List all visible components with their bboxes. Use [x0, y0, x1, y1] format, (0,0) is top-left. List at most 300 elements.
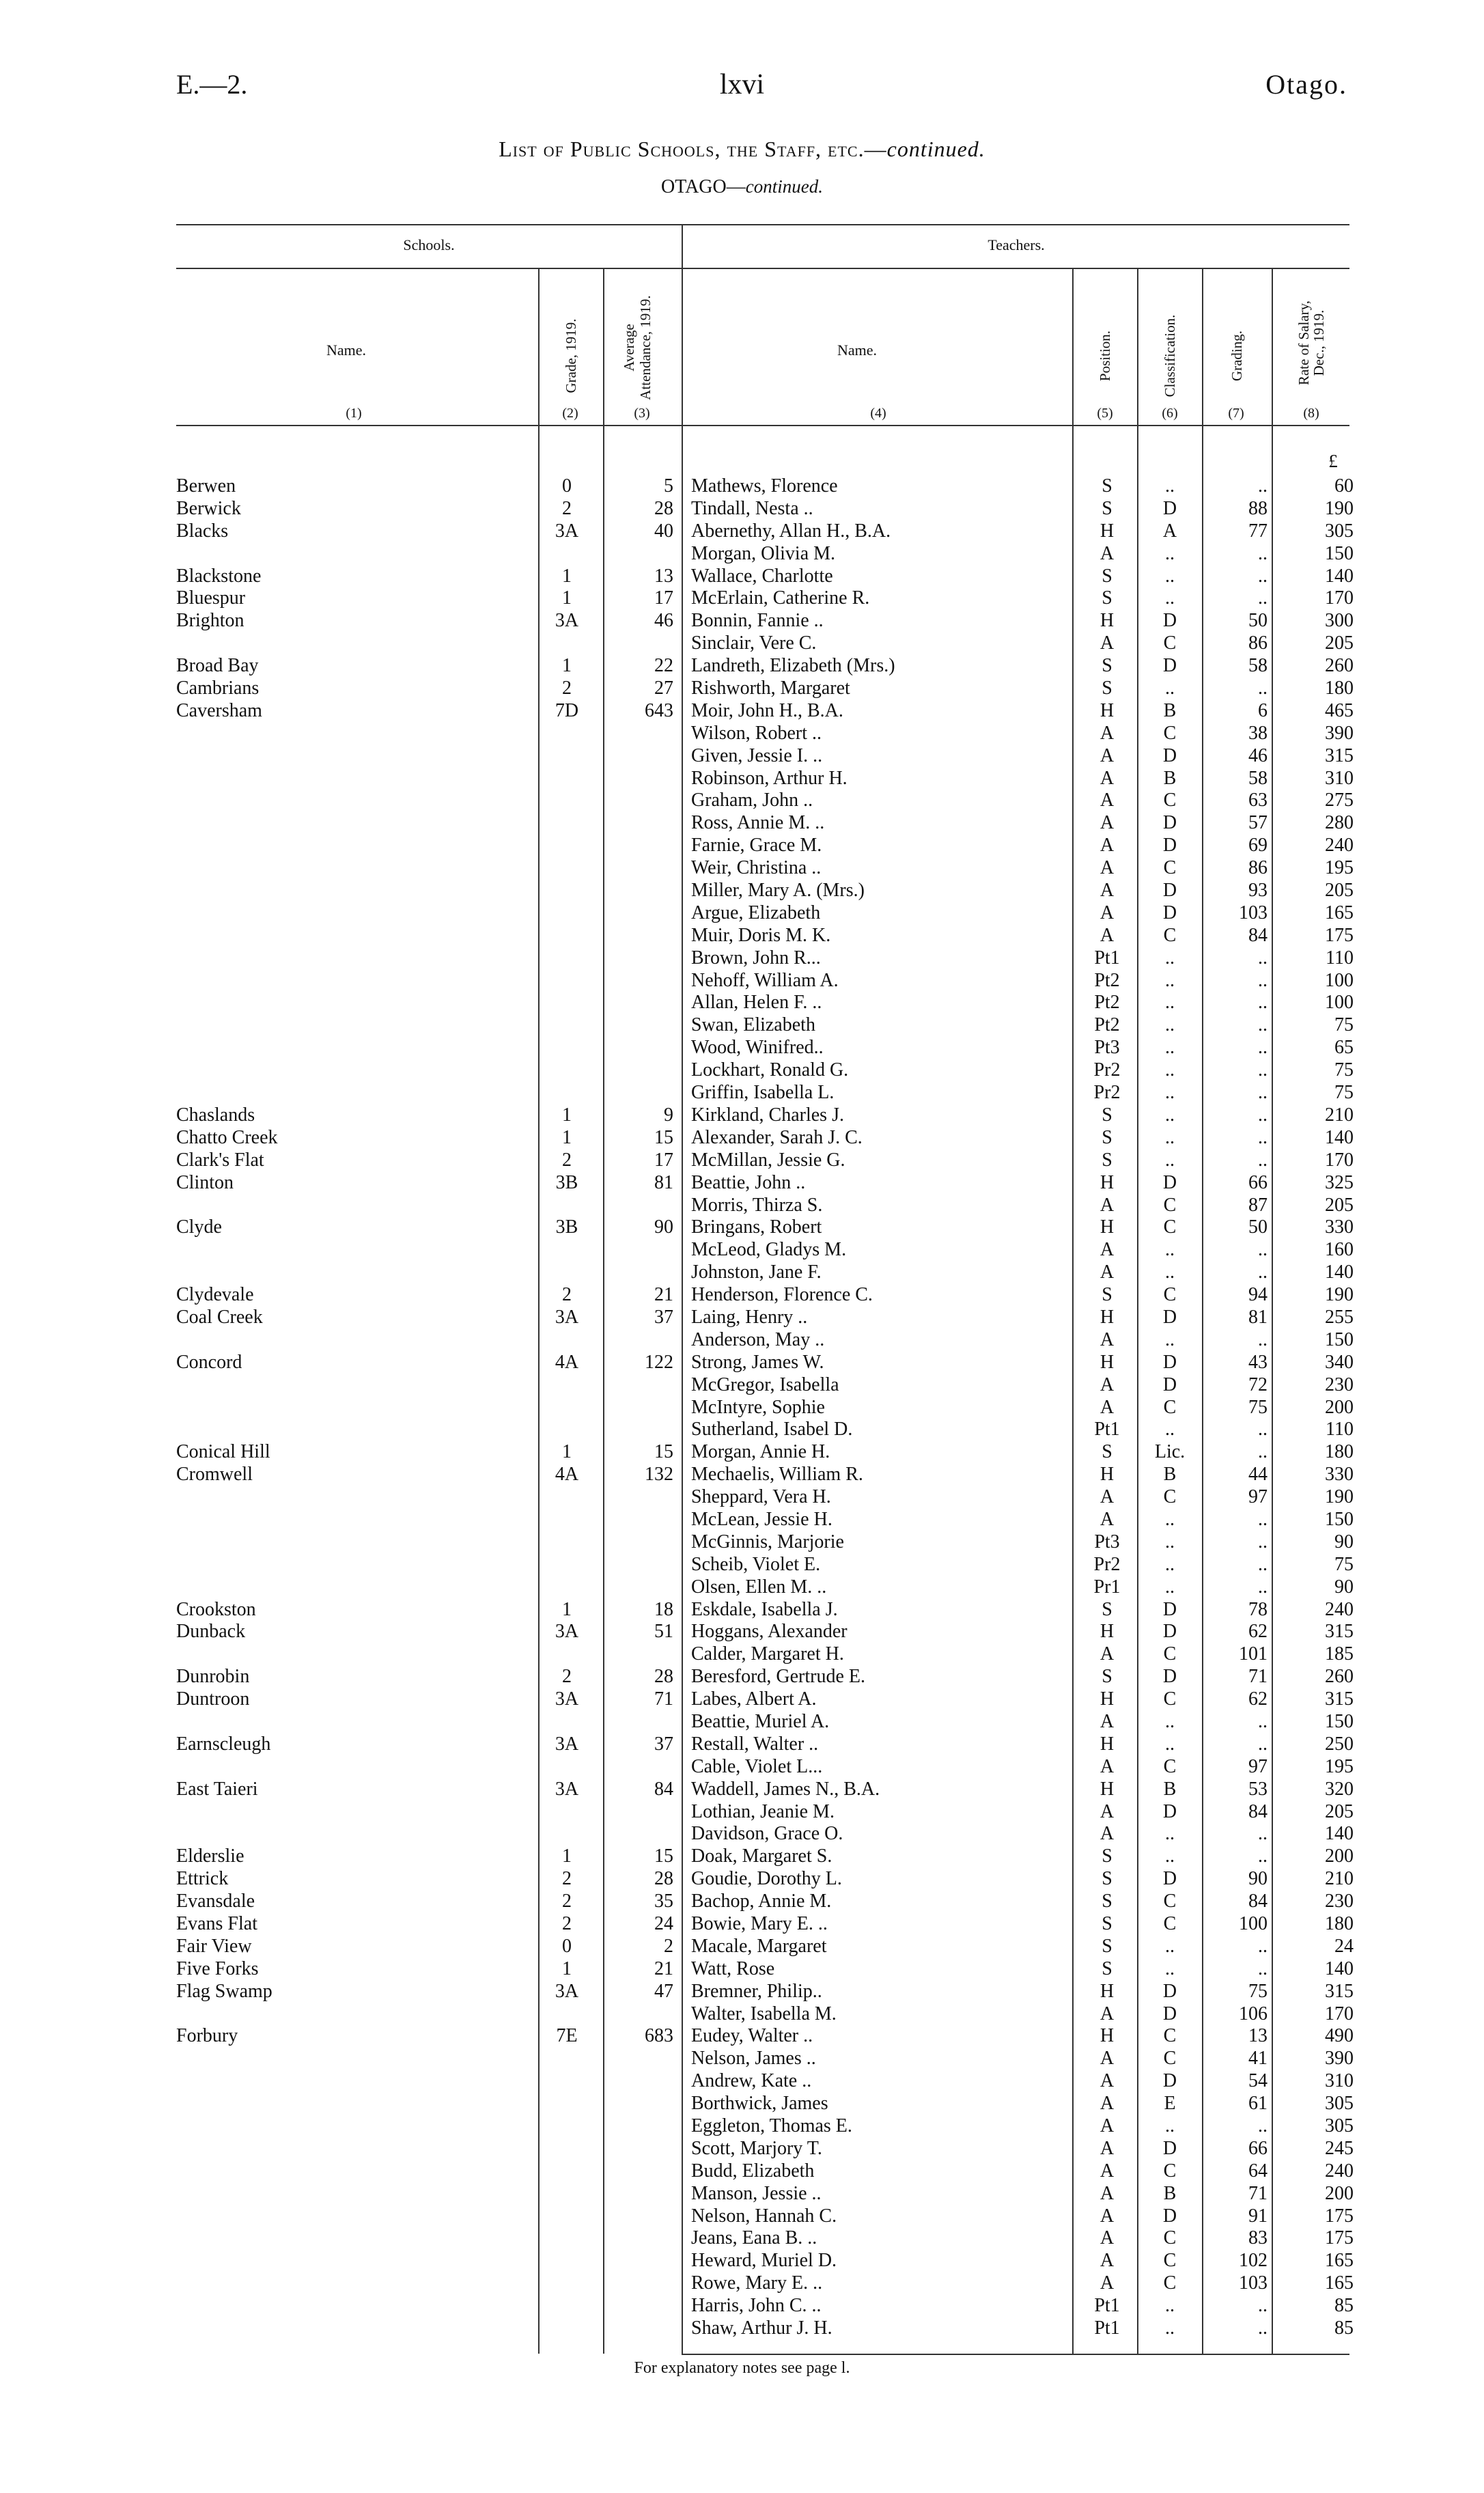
teacher-name: Wallace, Charlotte [691, 565, 833, 587]
school-name: Forbury [176, 2025, 238, 2047]
teacher-grading: 63 [1248, 790, 1268, 811]
teacher-classification: D [1162, 2003, 1177, 2024]
school-name: Conical Hill [176, 1441, 270, 1463]
teacher-classification: .. [1165, 565, 1175, 587]
table-row [0, 925, 1484, 947]
school-name: Chaslands [176, 1104, 255, 1126]
average-attendance: 122 [645, 1351, 673, 1373]
teacher-classification: C [1163, 1486, 1177, 1508]
table-row [0, 1374, 1484, 1397]
teacher-name: Allan, Helen F. .. [691, 992, 822, 1014]
teacher-classification: D [1162, 1666, 1177, 1688]
school-name: Brighton [176, 610, 244, 632]
teacher-classification: .. [1165, 969, 1175, 991]
teacher-name: Bringans, Robert [691, 1216, 822, 1238]
teacher-name: Bremner, Philip.. [691, 1980, 822, 2002]
salary-rate: 175 [1325, 924, 1354, 946]
teacher-grading: 97 [1248, 1486, 1268, 1508]
teacher-classification: D [1162, 1621, 1177, 1643]
salary-rate: 160 [1325, 1239, 1354, 1261]
teacher-classification: C [1163, 1891, 1177, 1912]
table-row [0, 1014, 1484, 1037]
teacher-position: A [1100, 542, 1115, 564]
teacher-name: Lothian, Jeanie M. [691, 1800, 835, 1822]
table-row [0, 2048, 1484, 2070]
teacher-position: H [1100, 520, 1115, 542]
teacher-grading: 54 [1248, 2070, 1268, 2092]
table-row [0, 1172, 1484, 1195]
teacher-classification: C [1163, 2025, 1177, 2047]
classification-header: Classification. [1162, 314, 1178, 398]
salary-rate: 320 [1325, 1778, 1354, 1800]
table-row [0, 835, 1484, 857]
table-row [0, 1643, 1484, 1666]
average-attendance: 9 [664, 1104, 673, 1126]
teacher-position: S [1102, 1913, 1112, 1934]
teacher-grading: 66 [1248, 1171, 1268, 1193]
teacher-name: Beattie, John .. [691, 1171, 806, 1193]
teacher-grading: 46 [1248, 744, 1268, 766]
teacher-classification: D [1162, 902, 1177, 923]
teacher-name: Goudie, Dorothy L. [691, 1868, 842, 1890]
teacher-grading: 86 [1248, 632, 1268, 654]
teacher-classification: D [1162, 1374, 1177, 1395]
teacher-name: Robinson, Arthur H. [691, 767, 848, 789]
teacher-position: Pr2 [1093, 1082, 1121, 1104]
teacher-grading: .. [1258, 587, 1268, 609]
teacher-grading: 86 [1248, 857, 1268, 879]
teacher-position: A [1100, 2250, 1115, 2272]
table-row [0, 1307, 1484, 1329]
teacher-position: A [1100, 1396, 1115, 1418]
teacher-grading: .. [1258, 1576, 1268, 1598]
teacher-classification: B [1163, 1464, 1177, 1486]
school-grade: 1 [562, 565, 572, 587]
teacher-grading: 43 [1248, 1351, 1268, 1373]
table-row [0, 475, 1484, 498]
salary-rate: 90 [1334, 1531, 1354, 1552]
table-row [0, 1913, 1484, 1936]
salary-rate: 310 [1325, 767, 1354, 789]
teacher-classification: .. [1165, 475, 1175, 497]
teacher-grading: 84 [1248, 1891, 1268, 1912]
teacher-grading: 91 [1248, 2205, 1268, 2227]
teacher-position: S [1102, 1104, 1112, 1126]
teacher-position: S [1102, 655, 1112, 677]
table-row [0, 632, 1484, 655]
teacher-classification: .. [1165, 1104, 1175, 1126]
teacher-position: A [1100, 2048, 1115, 2070]
table-row [0, 1711, 1484, 1733]
school-name: Caversham [176, 699, 262, 721]
teacher-position: A [1100, 1374, 1115, 1395]
teacher-classification: .. [1165, 587, 1175, 609]
teacher-classification: C [1163, 2048, 1177, 2070]
teacher-position: Pt3 [1094, 1531, 1120, 1552]
teacher-name: Walter, Isabella M. [691, 2003, 837, 2024]
teacher-grading: .. [1258, 1508, 1268, 1530]
table-row [0, 1216, 1484, 1239]
teacher-grading: 75 [1248, 1980, 1268, 2002]
table-row [0, 2115, 1484, 2138]
teacher-classification: .. [1165, 992, 1175, 1014]
teacher-classification: D [1162, 835, 1177, 856]
attendance-header: Average Attendance, 1919. [621, 295, 654, 400]
table-row [0, 1958, 1484, 1981]
salary-rate: 90 [1334, 1576, 1354, 1598]
table-row [0, 1981, 1484, 2003]
teacher-name: Rishworth, Margaret [691, 678, 850, 699]
teacher-grading: 53 [1248, 1778, 1268, 1800]
teacher-grading: 72 [1248, 1374, 1268, 1395]
teacher-grading: .. [1258, 1262, 1268, 1283]
col-number: (8) [1303, 406, 1319, 421]
teacher-grading: 62 [1248, 1621, 1268, 1643]
table-row [0, 1733, 1484, 1756]
teacher-grading: 41 [1248, 2048, 1268, 2070]
salary-rate: 150 [1325, 542, 1354, 564]
teacher-grading: 78 [1248, 1598, 1268, 1620]
teacher-name: Doak, Margaret S. [691, 1846, 832, 1867]
salary-rate: 275 [1325, 790, 1354, 811]
col-number: (1) [346, 406, 362, 421]
teacher-position: Pr2 [1093, 1553, 1121, 1575]
teacher-grading: 69 [1248, 835, 1268, 856]
top-rule [176, 224, 1349, 225]
teacher-grading: .. [1258, 1531, 1268, 1552]
table-row [0, 1352, 1484, 1374]
teacher-name: Mechaelis, William R. [691, 1464, 863, 1486]
salary-rate: 75 [1334, 1082, 1354, 1104]
teacher-classification: C [1163, 1755, 1177, 1777]
table-row [0, 1801, 1484, 1824]
teacher-classification: C [1163, 722, 1177, 744]
teacher-position: H [1100, 2025, 1115, 2047]
table-row [0, 1823, 1484, 1846]
teacher-grading: 71 [1248, 2182, 1268, 2204]
table-row [0, 768, 1484, 790]
school-grade: 3A [555, 1688, 579, 1710]
teacher-position: A [1100, 2070, 1115, 2092]
table-row [0, 1441, 1484, 1464]
teacher-grading: .. [1258, 1149, 1268, 1171]
salary-rate: 175 [1325, 2205, 1354, 2227]
school-name: Berwen [176, 475, 236, 497]
school-name: Evans Flat [176, 1913, 257, 1934]
teacher-grading: .. [1258, 1037, 1268, 1059]
school-grade: 3A [555, 1621, 579, 1643]
school-name: Bluespur [176, 587, 246, 609]
teacher-grading: .. [1258, 969, 1268, 991]
teacher-classification: .. [1165, 1239, 1175, 1261]
teacher-grading: 84 [1248, 924, 1268, 946]
salary-rate: 245 [1325, 2137, 1354, 2159]
school-grade: 2 [562, 1891, 572, 1912]
salary-rate: 165 [1325, 2250, 1354, 2272]
teacher-position: A [1100, 2272, 1115, 2294]
salary-rate: 185 [1325, 1643, 1354, 1665]
average-attendance: 5 [664, 475, 673, 497]
teacher-classification: .. [1165, 678, 1175, 699]
school-grade: 2 [562, 497, 572, 519]
average-attendance: 21 [654, 1958, 673, 1979]
teacher-position: A [1100, 1800, 1115, 1822]
teacher-grading: 6 [1258, 699, 1268, 721]
teacher-name: Mathews, Florence [691, 475, 838, 497]
table-row [0, 1150, 1484, 1172]
teacher-classification: B [1163, 2182, 1177, 2204]
teacher-classification: C [1163, 790, 1177, 811]
teacher-grading: 50 [1248, 610, 1268, 632]
grade-header: Grade, 1919. [563, 318, 579, 393]
teacher-classification: .. [1165, 2295, 1175, 2317]
table-row [0, 1195, 1484, 1217]
col-number: (4) [870, 406, 886, 421]
school-name: Evansdale [176, 1891, 255, 1912]
salary-rate: 280 [1325, 812, 1354, 834]
teacher-position: A [1100, 1262, 1115, 1283]
school-name: Flag Swamp [176, 1980, 272, 2002]
teacher-classification: .. [1165, 1935, 1175, 1957]
salary-rate: 140 [1325, 1823, 1354, 1845]
salary-rate: 175 [1325, 2227, 1354, 2249]
salary-rate: 110 [1326, 947, 1354, 969]
teacher-name: Wood, Winifred.. [691, 1037, 824, 1059]
teacher-name: Davidson, Grace O. [691, 1823, 843, 1845]
teacher-grading: .. [1258, 1553, 1268, 1575]
table-row [0, 1059, 1484, 1082]
teacher-position: A [1100, 1755, 1115, 1777]
teacher-grading: .. [1258, 1239, 1268, 1261]
teacher-position: A [1100, 857, 1115, 879]
teacher-position: A [1100, 1823, 1115, 1845]
salary-rate: 65 [1334, 1037, 1354, 1059]
salary-rate: 165 [1325, 2272, 1354, 2294]
teacher-position: Pt2 [1094, 992, 1120, 1014]
salary-rate: 190 [1325, 497, 1354, 519]
table-row [0, 2250, 1484, 2272]
average-attendance: 15 [654, 1441, 673, 1463]
salary-rate: 180 [1325, 1913, 1354, 1934]
school-name: Elderslie [176, 1846, 244, 1867]
average-attendance: 132 [645, 1464, 673, 1486]
average-attendance: 24 [654, 1913, 673, 1934]
table-row [0, 2003, 1484, 2026]
table-row [0, 1891, 1484, 1913]
teacher-position: H [1100, 1216, 1115, 1238]
teacher-name: Waddell, James N., B.A. [691, 1778, 880, 1800]
teacher-classification: B [1163, 767, 1177, 789]
teacher-position: A [1100, 2205, 1115, 2227]
teacher-grading: .. [1258, 1328, 1268, 1350]
schools-group-header: Schools. [403, 236, 455, 253]
salary-rate: 210 [1325, 1104, 1354, 1126]
salary-rate: 190 [1325, 1284, 1354, 1306]
teacher-classification: .. [1165, 1823, 1175, 1845]
table-row [0, 1329, 1484, 1352]
teacher-name: Morgan, Olivia M. [691, 542, 836, 564]
teacher-name: Borthwick, James [691, 2093, 828, 2115]
teacher-name: Bowie, Mary E. .. [691, 1913, 828, 1934]
teacher-grading: .. [1258, 2295, 1268, 2317]
salary-rate: 330 [1325, 1464, 1354, 1486]
salary-rate: 140 [1325, 1262, 1354, 1283]
school-name: Ettrick [176, 1868, 229, 1890]
teacher-name: McLeod, Gladys M. [691, 1239, 847, 1261]
table-row [0, 1531, 1484, 1554]
table-row [0, 992, 1484, 1014]
teacher-position: A [1100, 1710, 1115, 1732]
teacher-name: Lockhart, Ronald G. [691, 1059, 849, 1081]
teacher-classification: C [1163, 1643, 1177, 1665]
teacher-name: Bachop, Annie M. [691, 1891, 832, 1912]
teacher-position: H [1100, 1778, 1115, 1800]
school-grade: 3A [555, 520, 579, 542]
teacher-classification: C [1163, 2160, 1177, 2182]
school-grade: 2 [562, 1666, 572, 1688]
teacher-name: Farnie, Grace M. [691, 835, 822, 856]
teacher-position: H [1100, 1980, 1115, 2002]
teacher-classification: B [1163, 1778, 1177, 1800]
teacher-position: H [1100, 1688, 1115, 1710]
col-number: (3) [634, 406, 650, 421]
teacher-grading: 103 [1239, 902, 1268, 923]
teacher-classification: .. [1165, 1149, 1175, 1171]
page-number: lxvi [719, 69, 765, 100]
teacher-classification: Lic. [1154, 1441, 1186, 1463]
table-row [0, 723, 1484, 745]
salary-rate: 200 [1325, 2182, 1354, 2204]
teacher-position: S [1102, 1891, 1112, 1912]
table-row [0, 2205, 1484, 2228]
teacher-name: Morris, Thirza S. [691, 1194, 823, 1216]
teacher-grading: 83 [1248, 2227, 1268, 2249]
salary-rate: 75 [1334, 1014, 1354, 1036]
salary-rate: 110 [1326, 1419, 1354, 1440]
teacher-grading: .. [1258, 475, 1268, 497]
teacher-position: S [1102, 587, 1112, 609]
teacher-name: McGinnis, Marjorie [691, 1531, 844, 1552]
teacher-position: S [1102, 1126, 1112, 1148]
teacher-name: McErlain, Catherine R. [691, 587, 870, 609]
school-grade: 3A [555, 1733, 579, 1755]
salary-rate: 205 [1325, 1194, 1354, 1216]
currency-symbol: £ [1328, 451, 1338, 471]
salary-rate: 325 [1325, 1171, 1354, 1193]
teacher-position: A [1100, 1486, 1115, 1508]
teacher-grading: .. [1258, 2115, 1268, 2137]
teacher-name: Sheppard, Vera H. [691, 1486, 831, 1508]
salary-rate: 60 [1334, 475, 1354, 497]
table-row [0, 1486, 1484, 1509]
teacher-name: Henderson, Florence C. [691, 1284, 873, 1306]
salary-rate: 100 [1325, 992, 1354, 1014]
teacher-name: McGregor, Isabella [691, 1374, 839, 1395]
table-row [0, 1554, 1484, 1576]
salary-rate: 305 [1325, 2115, 1354, 2137]
average-attendance: 51 [654, 1621, 673, 1643]
teacher-classification: .. [1165, 1328, 1175, 1350]
average-attendance: 81 [654, 1171, 673, 1193]
school-name: Coal Creek [176, 1306, 263, 1328]
grading-header: Grading. [1229, 330, 1245, 382]
teacher-classification: C [1163, 1284, 1177, 1306]
teacher-name: Anderson, May .. [691, 1328, 825, 1350]
teacher-position: S [1102, 1149, 1112, 1171]
school-name: Clyde [176, 1216, 222, 1238]
teacher-name: Hoggans, Alexander [691, 1621, 848, 1643]
staff-table [0, 475, 1484, 2340]
teacher-name: Harris, John C. .. [691, 2295, 822, 2317]
teacher-grading: .. [1258, 1823, 1268, 1845]
teacher-name: Sinclair, Vere C. [691, 632, 817, 654]
salary-rate: 140 [1325, 1126, 1354, 1148]
teacher-position: A [1100, 835, 1115, 856]
teacher-classification: C [1163, 924, 1177, 946]
teacher-position: S [1102, 1666, 1112, 1688]
teacher-position: A [1100, 2115, 1115, 2137]
teacher-position: H [1100, 1306, 1115, 1328]
teacher-position: H [1100, 1171, 1115, 1193]
table-row [0, 700, 1484, 723]
salary-rate: 315 [1325, 1688, 1354, 1710]
average-attendance: 28 [654, 1868, 673, 1890]
table-row [0, 655, 1484, 678]
teacher-name: Morgan, Annie H. [691, 1441, 830, 1463]
teacher-position: A [1100, 790, 1115, 811]
salary-rate: 330 [1325, 1216, 1354, 1238]
teacher-grading: 100 [1239, 1913, 1268, 1934]
school-name: Clark's Flat [176, 1149, 264, 1171]
teacher-position: A [1100, 2160, 1115, 2182]
teacher-position: A [1100, 1239, 1115, 1261]
teacher-position: Pt1 [1094, 2317, 1120, 2339]
table-row [0, 1104, 1484, 1127]
teacher-classification: D [1162, 2137, 1177, 2159]
table-row [0, 902, 1484, 925]
teacher-classification: D [1162, 1598, 1177, 1620]
teacher-position: H [1100, 610, 1115, 632]
teacher-grading: 88 [1248, 497, 1268, 519]
teacher-classification: C [1163, 1194, 1177, 1216]
teacher-name: Eskdale, Isabella J. [691, 1598, 838, 1620]
average-attendance: 15 [654, 1126, 673, 1148]
table-row [0, 543, 1484, 566]
teacher-name: Swan, Elizabeth [691, 1014, 815, 1036]
school-grade: 3B [555, 1171, 578, 1193]
school-name: Clydevale [176, 1284, 254, 1306]
table-row [0, 947, 1484, 970]
teacher-grading: .. [1258, 1958, 1268, 1979]
school-name: Concord [176, 1351, 242, 1373]
school-grade: 2 [562, 1149, 572, 1171]
teacher-position: H [1100, 1733, 1115, 1755]
teacher-position: Pr1 [1093, 1576, 1121, 1598]
school-name: Blackstone [176, 565, 262, 587]
average-attendance: 22 [654, 655, 673, 677]
teacher-grading: 106 [1239, 2003, 1268, 2024]
teacher-classification: C [1163, 857, 1177, 879]
salary-rate: 180 [1325, 1441, 1354, 1463]
teacher-grading: 75 [1248, 1396, 1268, 1418]
teacher-name: Manson, Jessie .. [691, 2182, 822, 2204]
salary-rate: 165 [1325, 902, 1354, 923]
teacher-name: Scott, Marjory T. [691, 2137, 822, 2159]
school-grade: 3B [555, 1216, 578, 1238]
average-attendance: 27 [654, 678, 673, 699]
school-name: Five Forks [176, 1958, 259, 1979]
table-row [0, 1284, 1484, 1307]
